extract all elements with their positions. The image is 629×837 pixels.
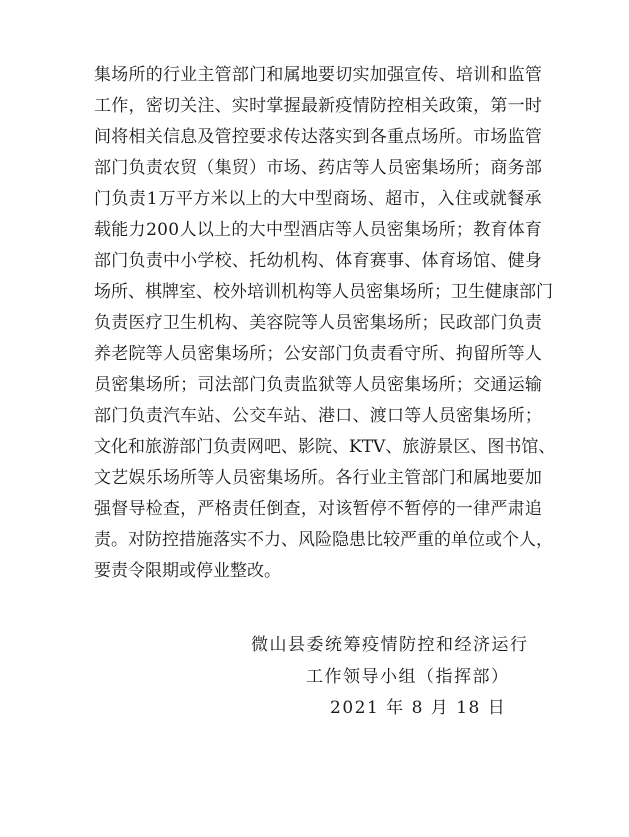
body-line: 载 能 力 2 0 0 人 以 上 的 大 中 型 酒 店 等 人 员 密 集 场 所 ； 教 育 体 育 (94, 220, 542, 240)
body-line: 养 老 院 等 人 员 密 集 场 所 ； 公 安 部 门 负 责 看 守 所 、 拘 留 所 等 人 (94, 344, 542, 364)
body-line: 强 督 导 检 查 ， 严 格 责 任 倒 查 ， 对 该 暂 停 不 暂 停 的 一 律 严 肃 追 (94, 499, 542, 519)
body-line: 部 门 负 责 农 贸 （ 集 贸 ） 市 场 、 药 店 等 人 员 密 集 场 所 ； 商 务 部 (94, 158, 542, 178)
body-line: 门 负 责 1 万 平 方 米 以 上 的 大 中 型 商 场 、 超 市 ， 入 住 或 就 餐 承 (94, 189, 542, 209)
body-line: 要责令限期或停业整改。 (94, 561, 281, 581)
body-line: 部 门 负 责 中 小 学 校 、 托 幼 机 构 、 体 育 赛 事 、 体 育 场 馆 、 健 身 (94, 251, 542, 271)
body-line: 文 艺 娱 乐 场 所 等 人 员 密 集 场 所 。 各 行 业 主 管 部 门 和 属 地 要 加 (94, 468, 542, 488)
body-line: 工 作 ， 密 切 关 注 、 实 时 掌 握 最 新 疫 情 防 控 相 关 政 策 ， 第 一 时 (94, 96, 542, 116)
signature-organization: 微山县委统筹疫情防控和经济运行 (251, 635, 529, 655)
body-paragraph (94, 60, 556, 587)
signature-group: 工作领导小组（指挥部） (306, 667, 510, 687)
body-line: 文 化 和 旅 游 部 门 负 责 网 吧 、 影 院 、 K T V 、 旅 游 景 区 、 图 书 馆 、 (94, 437, 556, 457)
body-line: 场 所 、 棋 牌 室 、 校 外 培 训 机 构 等 人 员 密 集 场 所 ； 卫 生 健 康 部 门 (94, 282, 553, 302)
body-line: 员 密 集 场 所 ； 司 法 部 门 负 责 监 狱 等 人 员 密 集 场 所 ； 交 通 运 输 (94, 375, 542, 395)
body-line: 部 门 负 责 汽 车 站 、 公 交 车 站 、 港 口 、 渡 口 等 人 员 密 集 场 所 ； (94, 406, 542, 426)
body-line: 负 责 医 疗 卫 生 机 构 、 美 容 院 等 人 员 密 集 场 所 ； 民 政 部 门 负 责 (94, 313, 542, 333)
body-line: 责 。 对 防 控 措 施 落 实 不 力 、 风 险 隐 患 比 较 严 重 的 单 位 或 个 人 ， (94, 530, 553, 550)
body-line: 间 将 相 关 信 息 及 管 控 要 求 传 达 落 实 到 各 重 点 场 所 。 市 场 监 管 (94, 127, 542, 147)
body-line: 集 场 所 的 行 业 主 管 部 门 和 属 地 要 切 实 加 强 宣 传 、 培 训 和 监 管 (94, 65, 542, 85)
signature-date: 2021 年 8 月 18 日 (330, 698, 507, 718)
